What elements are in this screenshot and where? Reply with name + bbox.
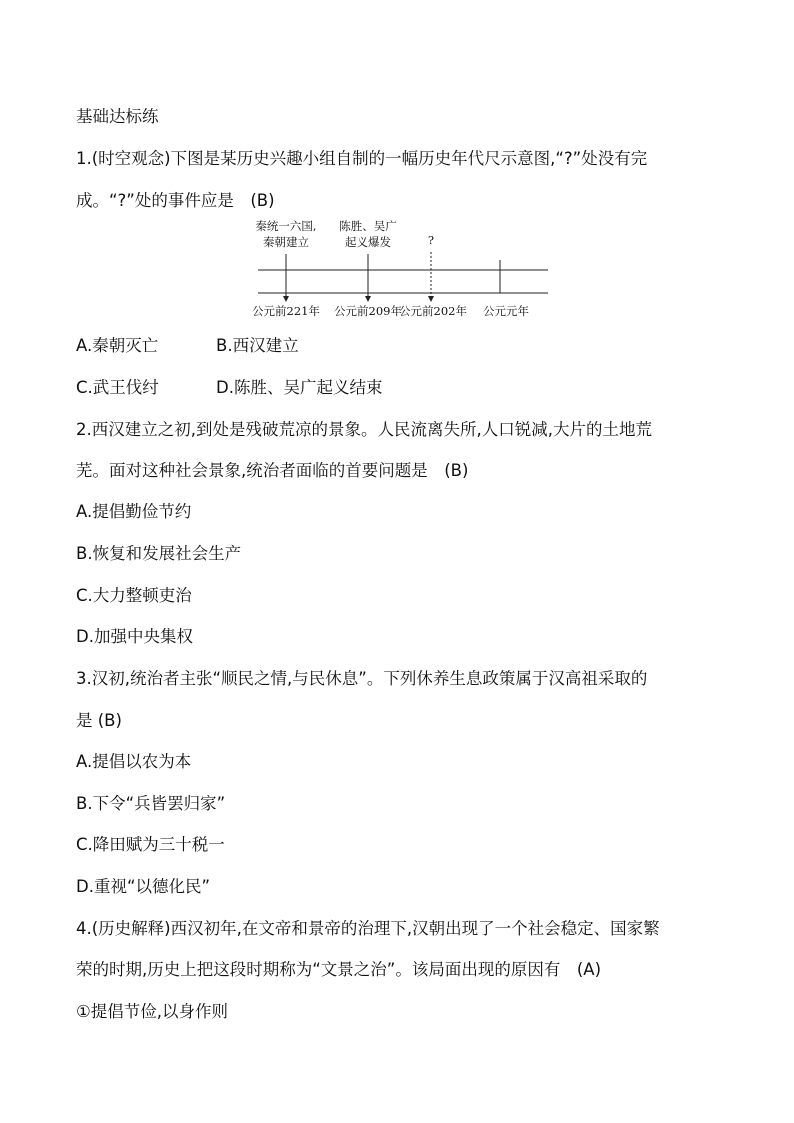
timeline-arrow-209bc xyxy=(365,296,371,302)
question-4-stem-line2: 荣的时期,历史上把这段时期称为“文景之治”。该局面出现的原因有 (A) xyxy=(76,960,602,979)
timeline-arrow-221bc xyxy=(283,296,289,302)
question-1-option-a: A.秦朝灭亡 xyxy=(76,336,159,355)
question-2-option-a: A.提倡勤俭节约 xyxy=(76,502,192,521)
question-4-stem-line1: 4.(历史解释)西汉初年,在文帝和景帝的治理下,汉朝出现了一个社会稳定、国家繁 xyxy=(76,919,660,938)
timeline-diagram xyxy=(246,218,550,322)
question-4-item-1: ①提倡节俭,以身作则 xyxy=(76,1002,229,1021)
question-2-option-c: C.大力整顿吏治 xyxy=(76,586,192,605)
question-3-option-a: A.提倡以农为本 xyxy=(76,752,192,771)
question-1-stem-line2: 成。“?”处的事件应是 (B) xyxy=(76,191,275,210)
question-1-option-b: B.西汉建立 xyxy=(216,336,299,355)
timeline-event-3-question-mark: ? xyxy=(427,233,435,247)
question-3-option-c: C.降田赋为三十税一 xyxy=(76,835,225,854)
timeline-date-221bc: 公元前221年 xyxy=(252,304,320,318)
question-3-stem-line2: 是 (B) xyxy=(76,711,122,730)
question-3-option-b: B.下令“兵皆罢归家” xyxy=(76,794,226,813)
section-title: 基础达标练 xyxy=(76,107,159,126)
question-2-stem-line1: 2.西汉建立之初,到处是残破荒凉的景象。人民流离失所,人口锐减,大片的土地荒 xyxy=(76,420,652,439)
question-2-stem-line2: 芜。面对这种社会景象,统治者面临的首要问题是 (B) xyxy=(76,461,469,480)
timeline-event-2-top: 陈胜、吴广 xyxy=(339,219,397,233)
timeline-event-2-bottom: 起义爆发 xyxy=(345,235,391,249)
question-1-option-c: C.武王伐纣 xyxy=(76,378,159,397)
timeline-event-1-bottom: 秦朝建立 xyxy=(263,235,309,249)
timeline-event-1-top: 秦统一六国, xyxy=(255,219,317,233)
question-1-stem-line1: 1.(时空观念)下图是某历史兴趣小组自制的一幅历史年代尺示意图,“?”处没有完 xyxy=(76,149,648,168)
timeline-date-1ad: 公元元年 xyxy=(483,304,529,318)
question-2-option-b: B.恢复和发展社会生产 xyxy=(76,544,242,563)
question-3-stem-line1: 3.汉初,统治者主张“顺民之情,与民休息”。下列休养生息政策属于汉高祖采取的 xyxy=(76,669,648,688)
question-1-option-d: D.陈胜、吴广起义结束 xyxy=(216,378,383,397)
timeline-date-209bc: 公元前209年 xyxy=(334,304,402,318)
timeline-arrow-202bc xyxy=(428,296,434,302)
question-2-option-d: D.加强中央集权 xyxy=(76,627,193,646)
question-3-option-d: D.重视“以德化民” xyxy=(76,877,211,896)
timeline-date-202bc: 公元前202年 xyxy=(399,304,467,318)
